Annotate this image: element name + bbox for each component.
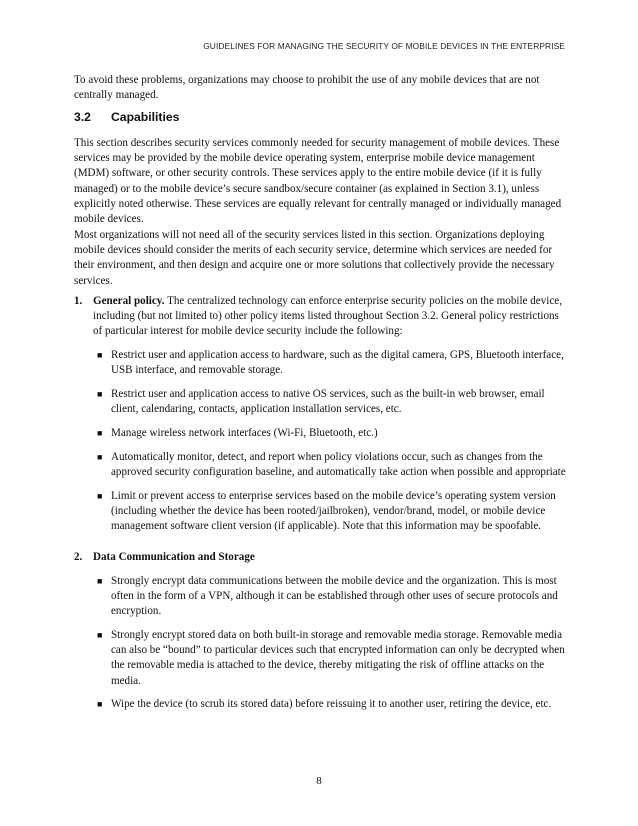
bullet-list xyxy=(97,574,568,713)
item-description: The centralized technology can enforce enterprise security policies on the mobile device, including (but not limited to) other policy items listed throughout Section 3.2. General policy restrictions of particular interest for mobile device security include the following: xyxy=(93,295,562,338)
bullet-text: Wipe the device (to scrub its stored data) before reissuing it to another user, retiring the device, etc. xyxy=(111,698,552,711)
bullet-text: Strongly encrypt data communications between the mobile device and the organization. This is most often in the form of a VPN, although it can be established through other uses of secure protocols and encryption. xyxy=(111,574,558,618)
bullet-item xyxy=(97,489,568,535)
square-bullet-icon: ■ xyxy=(97,491,103,501)
section-paragraph: Most organizations will not need all of the security services listed in this section. Organizations deploying mobile devices should consider the merits of each security service, determine which services are needed for their environment, and then design and acquire one or more solutions that collectively provide the necessary services. xyxy=(74,229,555,287)
running-header: GUIDELINES FOR MANAGING THE SECURITY OF MOBILE DEVICES IN THE ENTERPRISE xyxy=(203,41,565,51)
item-title: General policy. xyxy=(93,295,165,307)
square-bullet-icon: ■ xyxy=(97,699,103,710)
section-heading xyxy=(74,110,179,124)
intro-paragraph: To avoid these problems, organizations may choose to prohibit the use of any mobile devices that are not centrally managed. xyxy=(74,74,540,102)
bullet-text: Automatically monitor, detect, and report when policy violations occur, such as changes from the approved security configuration baseline, and automatically take action when possible and appropriate xyxy=(111,451,566,479)
section-number: 3.2 xyxy=(74,110,91,124)
bullet-text: Restrict user and application access to hardware, such as the digital camera, GPS, Bluetooth interface, USB interface, and removable storage. xyxy=(111,349,564,377)
bullet-list xyxy=(97,348,568,534)
square-bullet-icon: ■ xyxy=(97,389,103,400)
item-number: 1. xyxy=(74,295,83,307)
item-text xyxy=(93,294,568,340)
bullet-item xyxy=(97,387,568,417)
bullet-text: Strongly encrypt stored data on both built-in storage and removable media storage. Removable media can also be “bound” to particular devices such that encrypted information can only be decrypted when the removable media is attached to the device, thereby mitigating the risk of offline attacks on the media. xyxy=(111,629,565,687)
numbered-item-data-communication xyxy=(74,550,568,713)
page-number: 8 xyxy=(316,775,322,787)
bullet-text: Restrict user and application access to native OS services, such as the built-in web browser, email client, calendaring, contacts, application installation services, etc. xyxy=(111,388,545,416)
bullet-text: Manage wireless network interfaces (Wi-Fi, Bluetooth, etc.) xyxy=(111,427,378,440)
bullet-text: Limit or prevent access to enterprise services based on the mobile device’s operating system version (including whether the device has been rooted/jailbroken), vendor/brand, model, or mobile device management software client version (if applicable). Note that this information may be spoofable. xyxy=(111,490,556,533)
square-bullet-icon: ■ xyxy=(97,630,103,640)
bullet-item xyxy=(97,426,568,441)
section-paragraph: This section describes security services commonly needed for security management of mobile devices. These services may be provided by the mobile device operating system, enterprise mobile device management (MDM) software, or other security controls. These services apply to the entire mobile device (if it is fully managed) or to the mobile device’s secure sandbox/secure container (as explained in Section 3.1), unless explicitly noted otherwise. These services are equally relevant for centrally managed or individually managed mobile devices. xyxy=(74,137,562,226)
bullet-item xyxy=(97,697,568,712)
item-number: 2. xyxy=(74,551,83,563)
square-bullet-icon: ■ xyxy=(97,428,103,439)
numbered-item-general-policy xyxy=(74,294,568,535)
bullet-item xyxy=(97,628,568,689)
section-title: Capabilities xyxy=(111,110,180,124)
bullet-item xyxy=(97,450,568,480)
square-bullet-icon: ■ xyxy=(97,575,103,586)
item-text xyxy=(93,550,568,565)
square-bullet-icon: ■ xyxy=(97,452,103,462)
item-title: Data Communication and Storage xyxy=(93,551,255,563)
bullet-item xyxy=(97,574,568,620)
square-bullet-icon: ■ xyxy=(97,350,103,361)
bullet-item xyxy=(97,348,568,378)
